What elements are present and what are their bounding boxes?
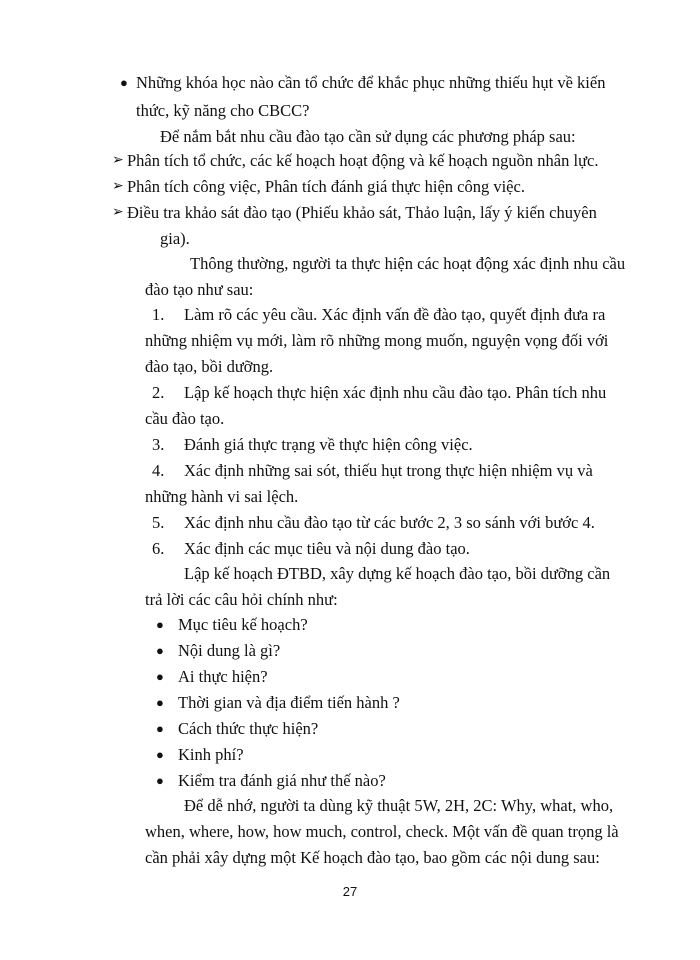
arrow-bullet-icon: ➢ xyxy=(112,205,124,220)
question-item: Nội dung là gì? xyxy=(178,641,281,660)
question-item: Ai thực hiện? xyxy=(178,667,268,686)
method-item: Phân tích công việc, Phân tích đánh giá thực hiện công việc. xyxy=(127,177,525,196)
paragraph-1-line1: Thông thường, người ta thực hiện các hoạt động xác định nhu cầu xyxy=(190,254,626,273)
question-item: Kinh phí? xyxy=(178,745,244,764)
step-number: 1. xyxy=(152,305,165,324)
paragraph-3-line1: Để dễ nhớ, người ta dùng kỹ thuật 5W, 2H, 2C: Why, what, who, xyxy=(184,796,614,815)
step-text: Xác định những sai sót, thiếu hụt trong thực hiện nhiệm vụ và xyxy=(184,461,593,480)
question-item: Mục tiêu kế hoạch? xyxy=(178,615,308,634)
methods-intro: Để nắm bắt nhu cầu đào tạo cần sử dụng các phương pháp sau: xyxy=(160,127,576,146)
question-item: Kiểm tra đánh giá như thế nào? xyxy=(178,771,386,790)
step-text: Làm rõ các yêu cầu. Xác định vấn đề đào tạo, quyết định đưa ra xyxy=(184,305,606,324)
bullet-dot-icon: ● xyxy=(156,721,164,736)
bullet-dot-icon: ● xyxy=(156,773,164,788)
question-item: Cách thức thực hiện? xyxy=(178,719,319,738)
step-text: Xác định nhu cầu đào tạo từ các bước 2, 3 so sánh với bước 4. xyxy=(184,513,595,532)
paragraph-2-line1: Lập kế hoạch ĐTBD, xây dựng kế hoạch đào tạo, bồi dưỡng cần xyxy=(184,564,611,583)
step-text: những hành vi sai lệch. xyxy=(145,487,299,506)
step-text: cầu đào tạo. xyxy=(145,409,225,428)
step-text: Đánh giá thực trạng về thực hiện công việc. xyxy=(184,435,473,454)
intro-bullet-line1: Những khóa học nào cần tổ chức để khắc phục những thiếu hụt về kiến xyxy=(136,73,606,92)
step-number: 4. xyxy=(152,461,165,480)
bullet-dot-icon: ● xyxy=(120,75,128,90)
step-number: 2. xyxy=(152,383,165,402)
step-text: những nhiệm vụ mới, làm rõ những mong muốn, nguyện vọng đối với xyxy=(145,331,609,350)
step-number: 3. xyxy=(152,435,165,454)
step-text: đào tạo, bồi dưỡng. xyxy=(145,357,274,376)
bullet-dot-icon: ● xyxy=(156,747,164,762)
step-number: 5. xyxy=(152,513,165,532)
arrow-bullet-icon: ➢ xyxy=(112,179,124,194)
paragraph-3-line3: cần phải xây dựng một Kế hoạch đào tạo, bao gồm các nội dung sau: xyxy=(145,848,600,867)
paragraph-2-line2: trả lời các câu hỏi chính như: xyxy=(145,590,338,609)
bullet-dot-icon: ● xyxy=(156,695,164,710)
paragraph-1-line2: đào tạo như sau: xyxy=(145,280,254,299)
bullet-dot-icon: ● xyxy=(156,669,164,684)
bullet-dot-icon: ● xyxy=(156,617,164,632)
question-item: Thời gian và địa điểm tiến hành ? xyxy=(178,693,400,712)
intro-bullet-line2: thức, kỹ năng cho CBCC? xyxy=(136,101,310,120)
method-item-continued: gia). xyxy=(160,229,190,248)
paragraph-3-line2: when, where, how, how much, control, check. Một vấn đề quan trọng là xyxy=(145,822,619,841)
page-number: 27 xyxy=(342,884,358,899)
step-text: Xác định các mục tiêu và nội dung đào tạo. xyxy=(184,539,470,558)
step-text: Lập kế hoạch thực hiện xác định nhu cầu đào tạo. Phân tích nhu xyxy=(184,383,607,402)
arrow-bullet-icon: ➢ xyxy=(112,153,124,168)
bullet-dot-icon: ● xyxy=(156,643,164,658)
method-item: Phân tích tổ chức, các kế hoạch hoạt động và kế hoạch nguồn nhân lực. xyxy=(127,151,599,170)
method-item: Điều tra khảo sát đào tạo (Phiếu khảo sát, Thảo luận, lấy ý kiến chuyên xyxy=(127,203,597,222)
step-number: 6. xyxy=(152,539,165,558)
